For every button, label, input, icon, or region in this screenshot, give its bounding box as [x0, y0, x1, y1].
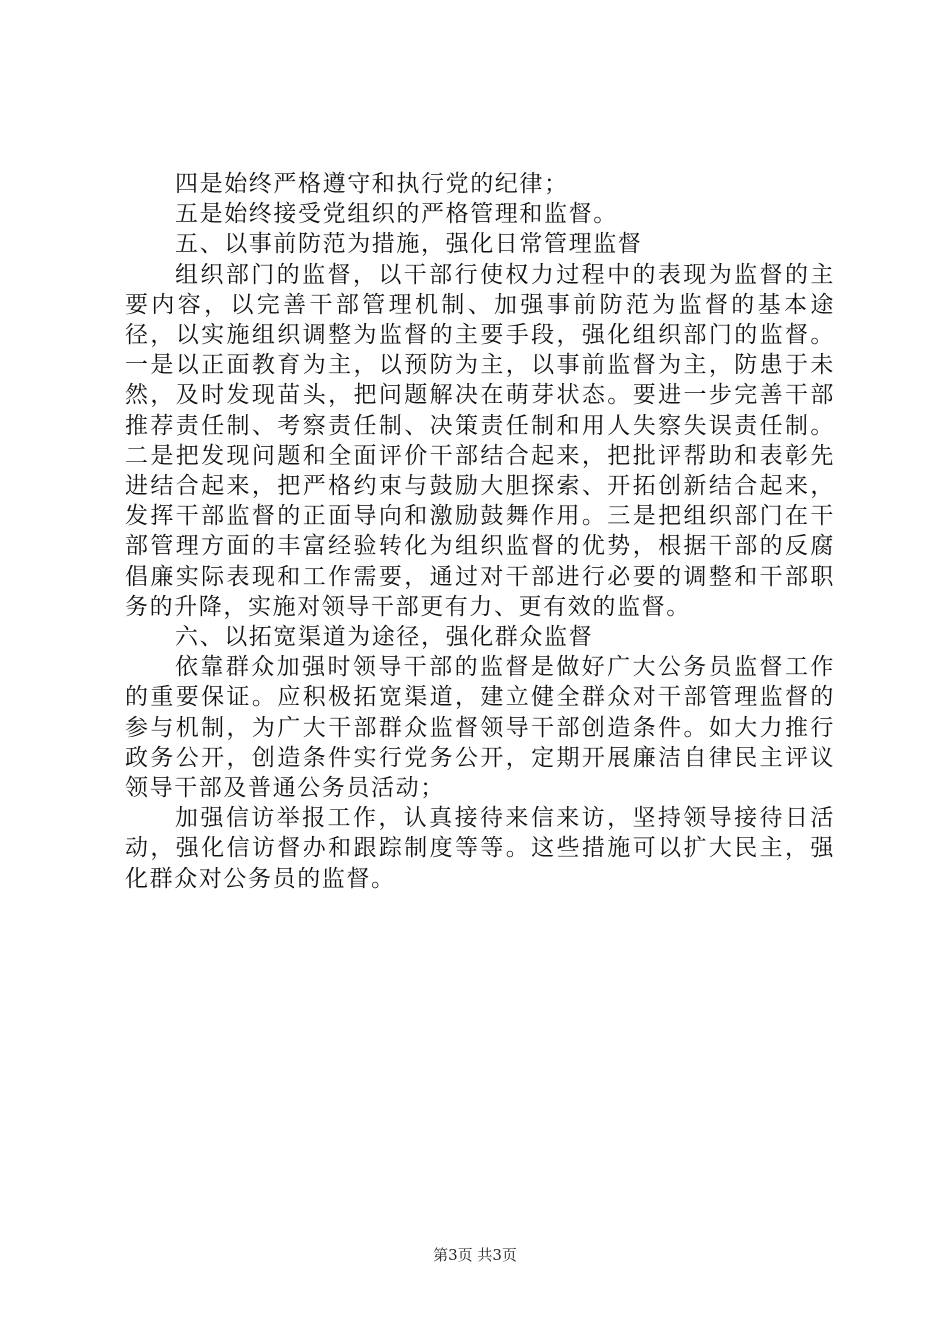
paragraph-petition-reporting: 加强信访举报工作，认真接待来信来访，坚持领导接待日活动，强化信访督办和跟踪制度等等。这些措施可以扩大民主，强化群众对公务员的监督。 — [125, 805, 835, 892]
document-body — [125, 169, 835, 894]
paragraph-organization-supervision: 组织部门的监督，以干部行使权力过程中的表现为监督的主要内容，以完善干部管理机制、加强事前防范为监督的基本途径，以实施组织调整为监督的主要手段，强化组织部门的监督。一是以正面教育为主，以预防为主，以事前监督为主，防患于未然，及时发现苗头，把问题解决在萌芽状态。要进一步完善干部推荐责任制、考察责任制、决策责任制和用人失察失误责任制。二是把发现问题和全面评价干部结合起来，把批评帮助和表彰先进结合起来，把严格约束与鼓励大胆探索、开拓创新结合起来，发挥干部监督的正面导向和激励鼓舞作用。三是把组织部门在干部管理方面的丰富经验转化为组织监督的优势，根据干部的反腐倡廉实际表现和工作需要，通过对干部进行必要的调整和干部职务的升降，实施对领导干部更有力、更有效的监督。 — [125, 261, 835, 620]
paragraph-mass-supervision: 依靠群众加强时领导干部的监督是做好广大公务员监督工作的重要保证。应积极拓宽渠道，建立健全群众对干部管理监督的参与机制，为广大干部群众监督领导干部创造条件。如大力推行政务公开，创造条件实行党务公开，定期开展廉洁自律民主评议领导干部及普通公务员活动； — [125, 654, 835, 802]
paragraph-discipline: 四是始终严格遵守和执行党的纪律； — [175, 171, 569, 197]
paragraph-accept-supervision: 五是始终接受党组织的严格管理和监督。 — [175, 201, 618, 228]
section-heading-five: 五、以事前防范为措施，强化日常管理监督 — [175, 231, 643, 258]
page-number-footer: 第3页 共3页 — [433, 1246, 517, 1264]
section-heading-six: 六、以拓宽渠道为途径，强化群众监督 — [175, 624, 594, 651]
